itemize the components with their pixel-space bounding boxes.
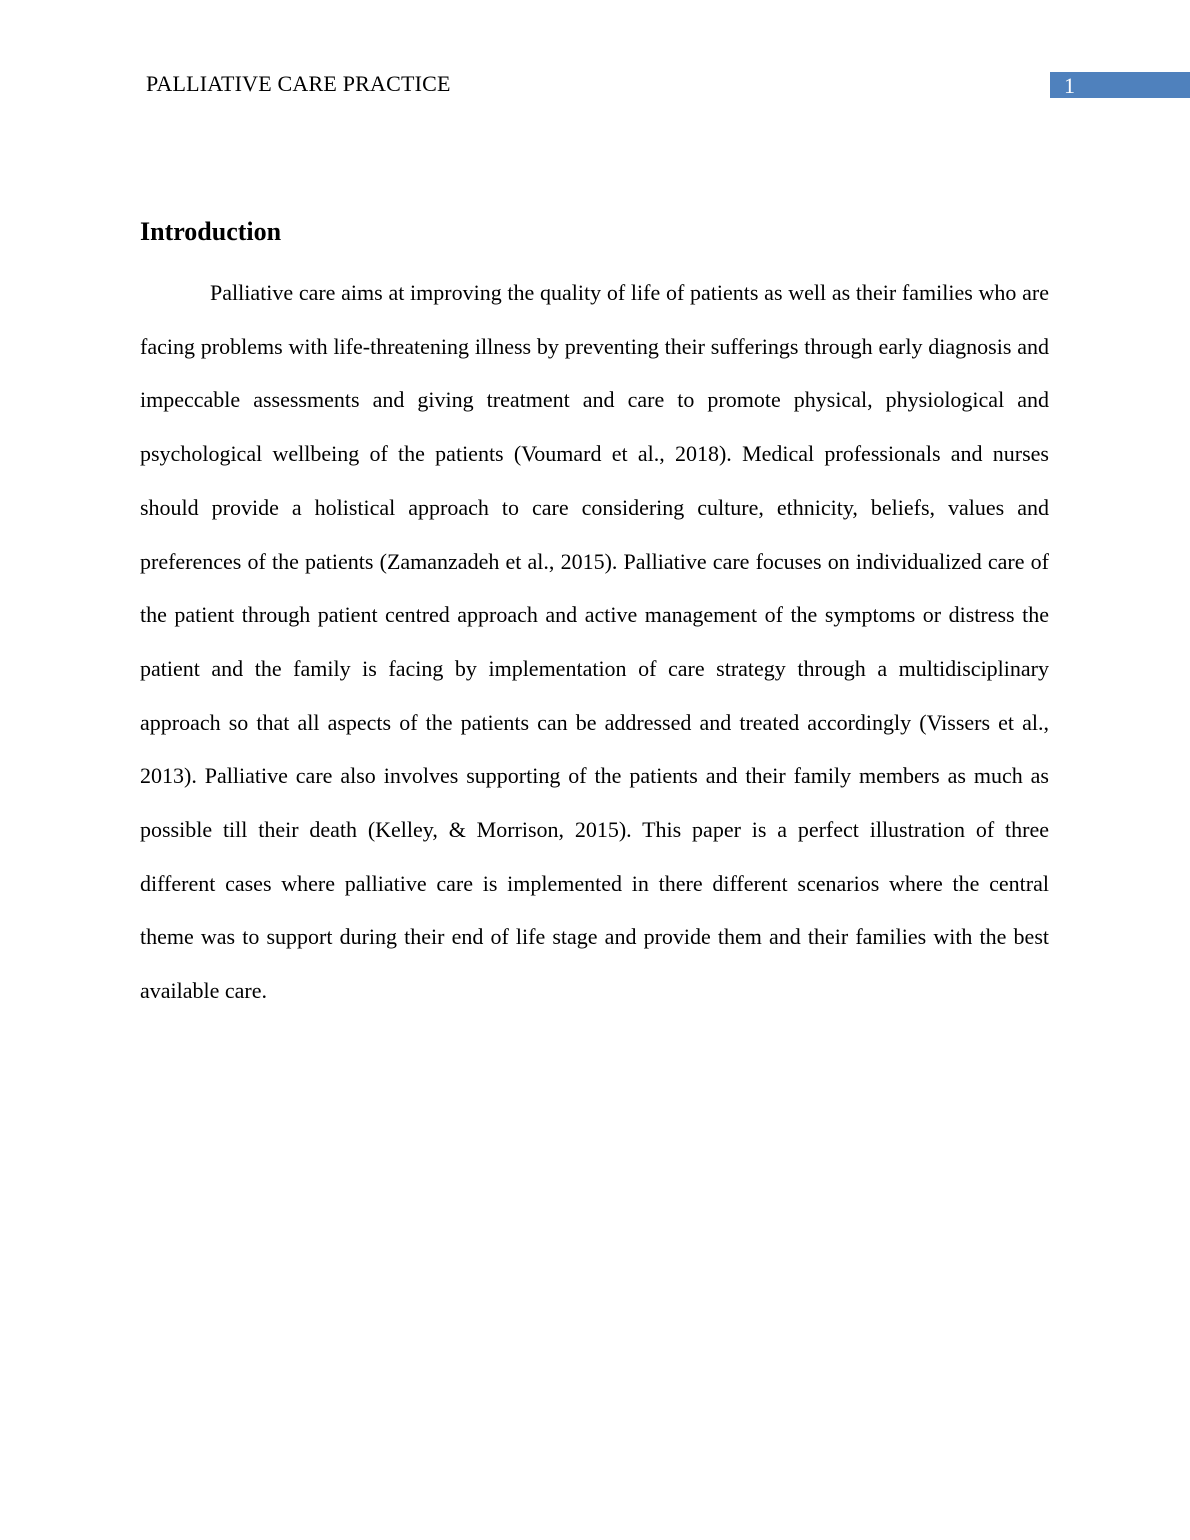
- section-heading: Introduction: [140, 217, 282, 246]
- page-number-bar: [1050, 72, 1190, 98]
- page-number: 1: [1064, 73, 1075, 98]
- running-head: PALLIATIVE CARE PRACTICE: [146, 71, 451, 96]
- body-paragraph: Palliative care aims at improving the quality of life of patients as well as their families who are facing problems with life-threatening illness by preventing their sufferings through early diagnosis and impeccable assessments and giving treatment and care to promote physical, physiological and psychological wellbeing of the patients (Voumard et al., 2018). Medical professionals and nurses should provide a holistical approach to care considering culture, ethnicity, beliefs, values and preferences of the patients (Zamanzadeh et al., 2015). Palliative care focuses on individualized care of the patient through patient centred approach and active management of the symptoms or distress the patient and the family is facing by implementation of care strategy through a multidisciplinary approach so that all aspects of the patients can be addressed and treated accordingly (Vissers et al., 2013). Palliative care also involves supporting of the patients and their family members as much as possible till their death (Kelley, & Morrison, 2015). This paper is a perfect illustration of three different cases where palliative care is implemented in there different scenarios where the central theme was to support during their end of life stage and provide them and their families with the best available care.: [140, 280, 1049, 1004]
